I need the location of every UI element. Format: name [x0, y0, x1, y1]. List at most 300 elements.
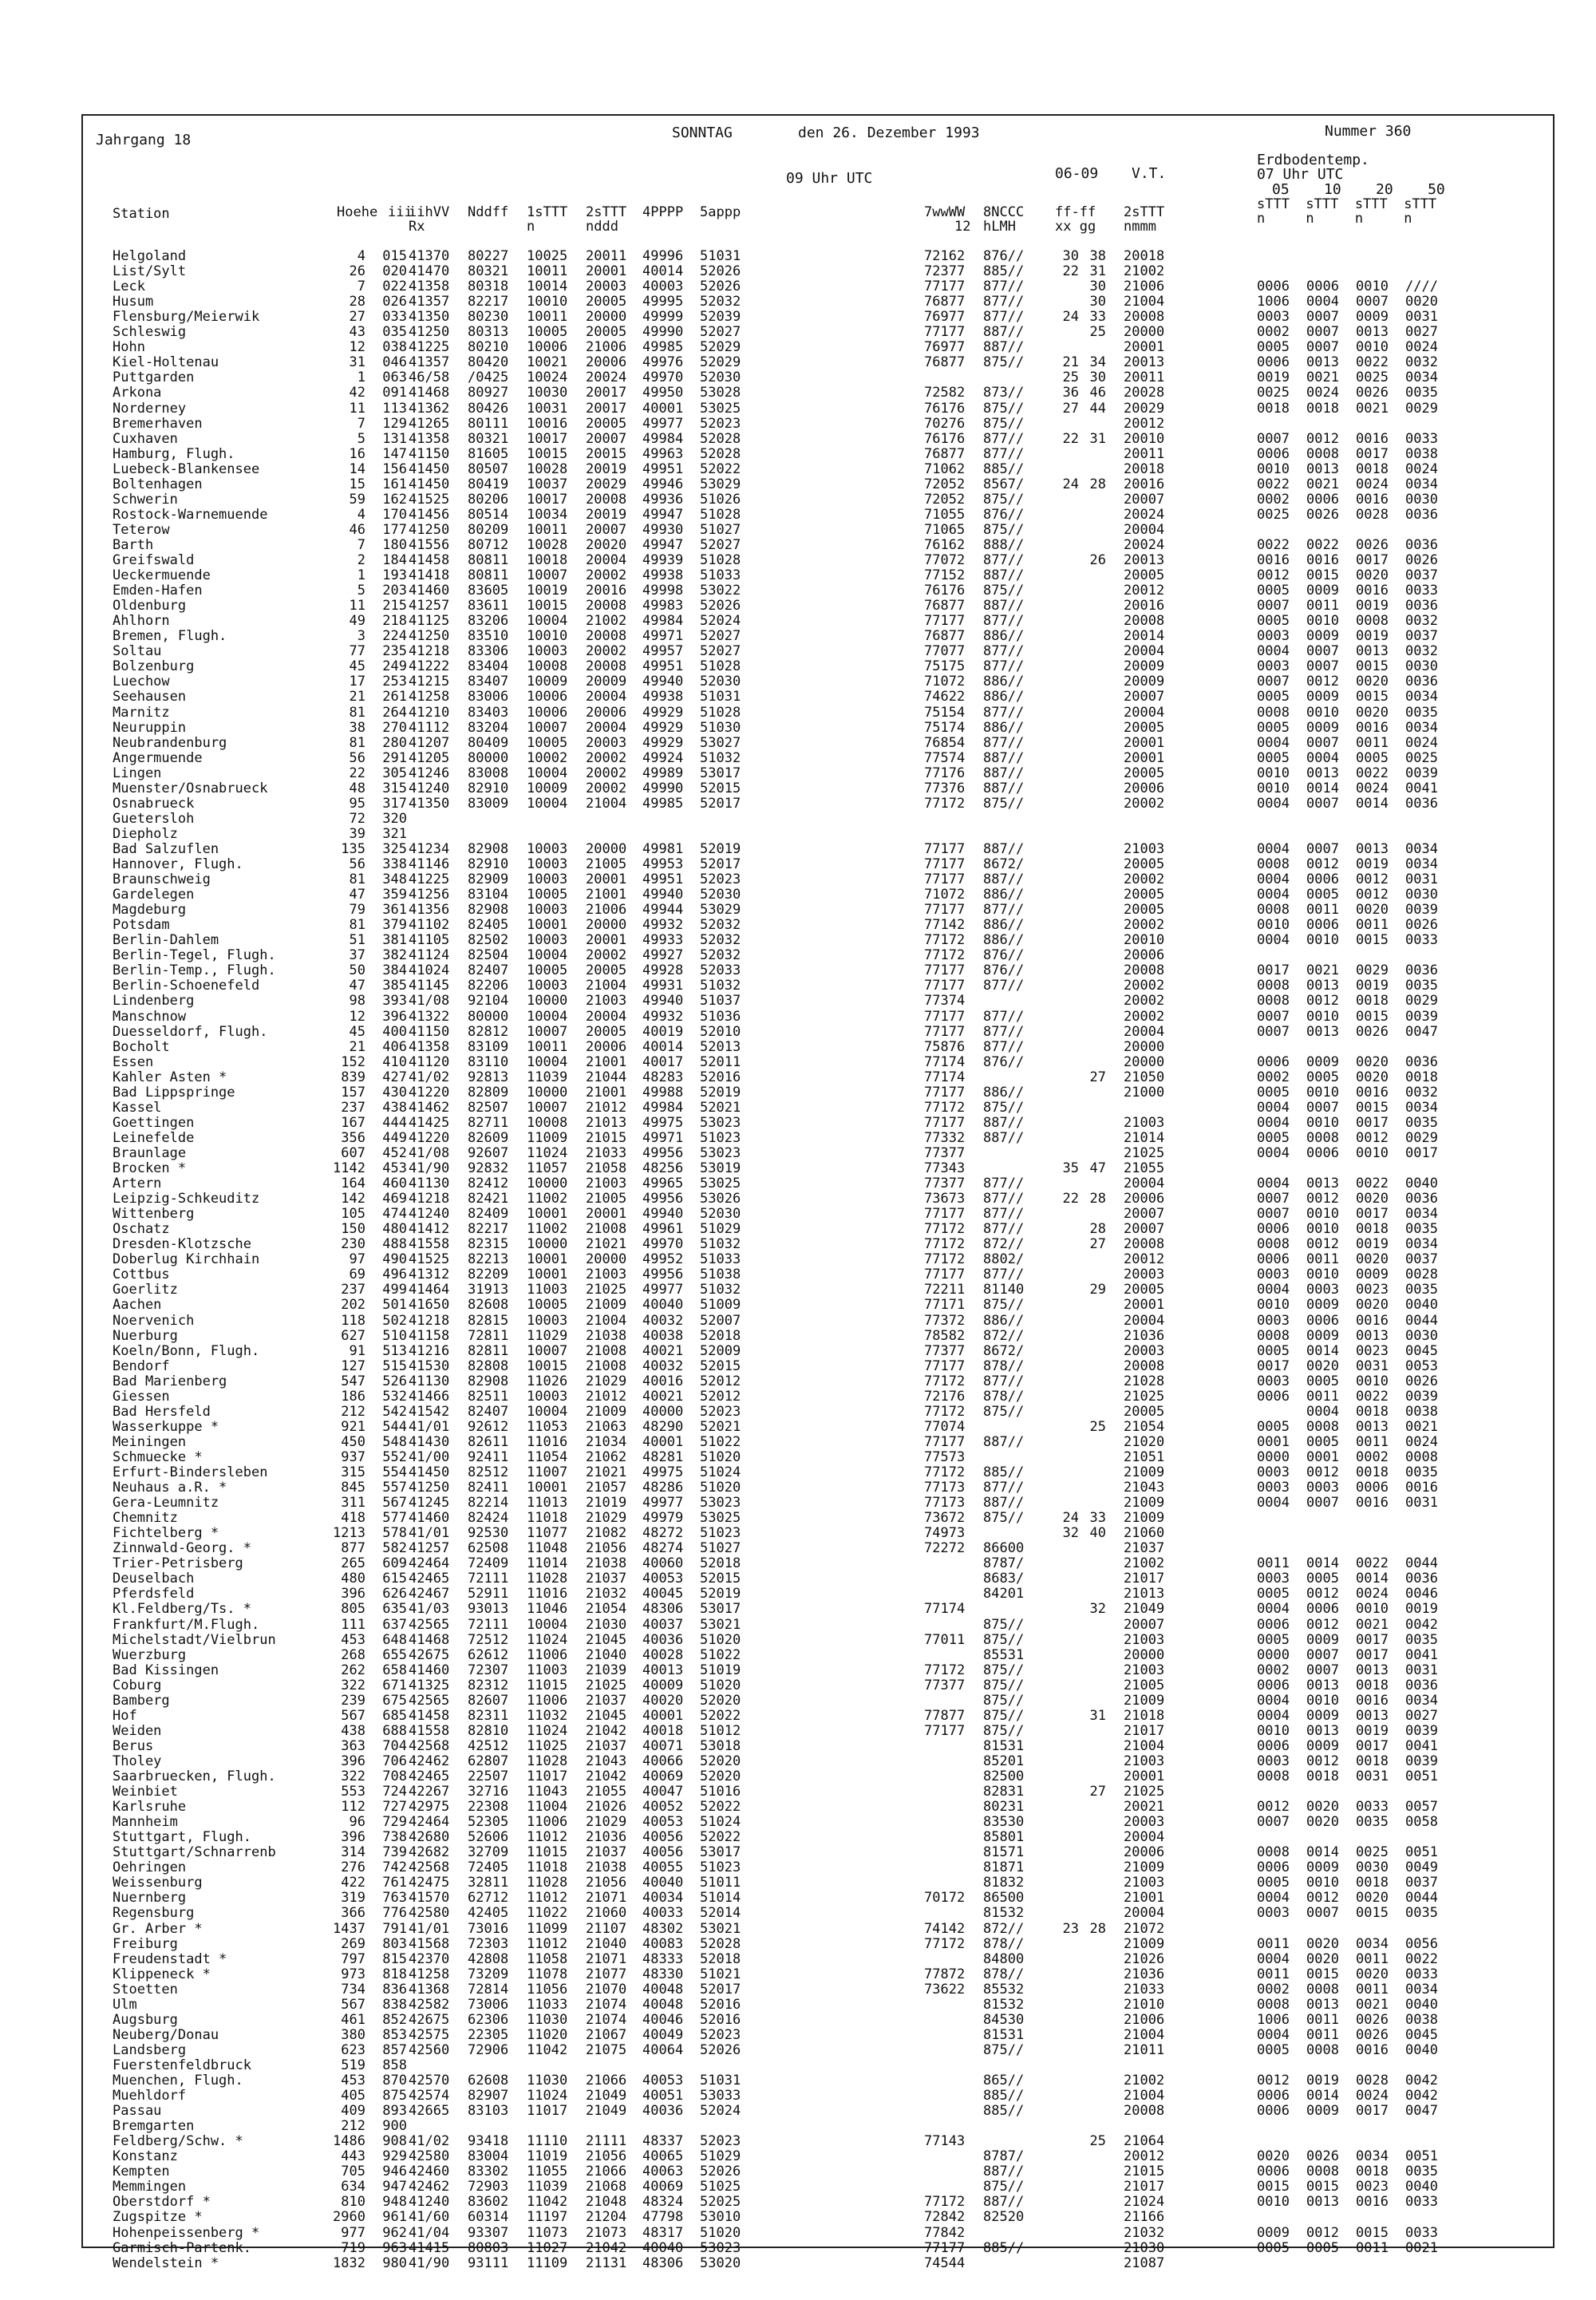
cell-soil-05: 0007	[1257, 674, 1290, 690]
cell-station-name: Neuberg/Donau	[113, 2026, 219, 2043]
cell-hoehe: 265	[341, 1555, 365, 1572]
cell-hoehe: 4	[357, 506, 365, 523]
cell-station-name: Teterow	[113, 521, 170, 538]
cell-soil-05: 0007	[1257, 1008, 1290, 1025]
cell-station-name: Norderney	[113, 400, 187, 417]
obs-time: 09 Uhr UTC	[786, 170, 873, 187]
cell-1sttt: 10001	[527, 1480, 568, 1496]
cell-hoehe: 5	[357, 430, 365, 447]
cell-nddff: 92530	[468, 1525, 509, 1542]
cell-station-name: Passau	[113, 2103, 162, 2120]
cell-soil-05: 0002	[1257, 491, 1290, 508]
cell-2sttt-vt: 20009	[1124, 658, 1165, 675]
cell-8nccc: 885//	[983, 263, 1025, 280]
cell-soil-05: 0004	[1257, 1282, 1290, 1298]
cell-2sttt-vt: 21049	[1124, 1601, 1165, 1618]
cell-4pppp: 49970	[642, 370, 684, 386]
cell-iihvv: 41216	[409, 1342, 450, 1359]
cell-hoehe: 977	[341, 2224, 365, 2241]
cell-soil-10: 0013	[1306, 1996, 1339, 2013]
cell-iii: 147	[382, 445, 407, 462]
cell-5appp: 51020	[700, 1677, 741, 1693]
cell-iii: 480	[382, 1221, 407, 1238]
cell-station-name: Gr. Arber *	[113, 1920, 203, 1937]
cell-iihvv: 41358	[409, 430, 450, 447]
cell-soil-20: 0012	[1356, 871, 1389, 888]
cell-nddff: 83006	[468, 689, 509, 705]
cell-soil-05: 0003	[1257, 309, 1290, 326]
cell-soil-50: 0051	[1405, 1844, 1438, 1861]
cell-soil-10: 0005	[1306, 1571, 1339, 1587]
cell-soil-20: 0011	[1356, 917, 1389, 934]
cell-2sttt-vt: 20009	[1124, 674, 1165, 690]
cell-8nccc: 877//	[983, 1206, 1025, 1223]
cell-soil-10: 0005	[1306, 2239, 1339, 2256]
cell-hoehe: 262	[341, 1662, 365, 1678]
cell-soil-10: 0006	[1306, 279, 1339, 295]
cell-iihvv: 41370	[409, 248, 450, 264]
cell-1sttt: 11015	[527, 1677, 568, 1693]
cell-nddff: 82217	[468, 294, 509, 310]
soil-depths: 05 10 20 50	[1272, 181, 1445, 198]
cell-2sttt: 20009	[586, 674, 627, 690]
cell-soil-50: 0041	[1405, 780, 1438, 796]
cell-iihvv: 41462	[409, 1099, 450, 1116]
cell-4pppp: 49956	[642, 1144, 684, 1161]
cell-1sttt: 11013	[527, 1495, 568, 1512]
cell-2sttt: 20017	[586, 400, 627, 417]
cell-soil-20: 0006	[1356, 1480, 1389, 1496]
cell-soil-05: 1006	[1257, 294, 1290, 310]
cell-2sttt: 20029	[586, 476, 627, 492]
cell-2sttt-vt: 21002	[1124, 263, 1165, 280]
cell-1sttt: 10017	[527, 491, 568, 508]
cell-soil-05: 0006	[1257, 445, 1290, 462]
cell-8nccc: 81140	[983, 1282, 1025, 1298]
cell-2sttt-vt: 21003	[1124, 1875, 1165, 1891]
cell-soil-05: 0003	[1257, 628, 1290, 645]
cell-8nccc: 887//	[983, 749, 1025, 766]
cell-1sttt: 11002	[527, 1221, 568, 1238]
cell-soil-05: 0005	[1257, 1129, 1290, 1146]
cell-nddff: 93111	[468, 2255, 509, 2271]
cell-iii: 113	[382, 400, 407, 417]
cell-station-name: Muenchen, Flugh.	[113, 2073, 243, 2089]
cell-4pppp: 40001	[642, 1707, 684, 1724]
cell-2sttt-vt: 21030	[1124, 2239, 1165, 2256]
cell-iii: 554	[382, 1464, 407, 1480]
cell-4pppp: 49951	[642, 871, 684, 888]
cell-hoehe: 81	[349, 734, 365, 751]
cell-station-name: Chemnitz	[113, 1510, 178, 1527]
cell-1sttt: 10004	[527, 1008, 568, 1025]
cell-soil-50: 0040	[1405, 2041, 1438, 2058]
cell-soil-10: 0020	[1306, 1814, 1339, 1831]
cell-soil-10: 0013	[1306, 765, 1339, 781]
cell-soil-10: 0019	[1306, 2073, 1339, 2089]
cell-iihvv: 41525	[409, 491, 450, 508]
cell-iihvv: 41/04	[409, 2224, 450, 2241]
cell-5appp: 52007	[700, 1312, 741, 1329]
cell-2sttt-vt: 21017	[1124, 1571, 1165, 1587]
cell-ff-gg: 28	[1089, 1191, 1106, 1207]
cell-5appp: 52017	[700, 856, 741, 872]
cell-nddff: 72303	[468, 1935, 509, 1952]
cell-iii: 490	[382, 1251, 407, 1268]
cell-iii: 184	[382, 552, 407, 568]
cell-4pppp: 40021	[642, 1342, 684, 1359]
cell-soil-50: 0036	[1405, 795, 1438, 812]
cell-2sttt: 21026	[586, 1799, 627, 1816]
cell-8nccc: 875//	[983, 354, 1025, 371]
cell-2sttt-vt: 20003	[1124, 1267, 1165, 1283]
cell-2sttt: 21034	[586, 1433, 627, 1450]
cell-soil-05: 0008	[1257, 704, 1290, 721]
cell-5appp: 52039	[700, 309, 741, 326]
cell-iihvv: 42580	[409, 1905, 450, 1922]
cell-2sttt: 21033	[586, 1144, 627, 1161]
cell-2sttt-vt: 21036	[1124, 1327, 1165, 1344]
cell-soil-10: 0005	[1306, 1069, 1339, 1085]
cell-2sttt: 21082	[586, 1525, 627, 1542]
cell-4pppp: 40020	[642, 1692, 684, 1709]
cell-nddff: 83104	[468, 887, 509, 903]
cell-soil-20: 0021	[1356, 1616, 1389, 1633]
cell-hoehe: 38	[349, 719, 365, 736]
cell-iii: 626	[382, 1586, 407, 1602]
cell-soil-10: 0024	[1306, 385, 1339, 401]
cell-2sttt: 21006	[586, 902, 627, 919]
cell-soil-05: 0005	[1257, 1084, 1290, 1101]
cell-iii: 704	[382, 1737, 407, 1754]
cell-ff-gg: 31	[1089, 430, 1106, 447]
cell-ff-xx: 30	[1062, 248, 1079, 264]
cell-4pppp: 40038	[642, 1327, 684, 1344]
cell-iihvv: 46/58	[409, 370, 450, 386]
cell-station-name: Helgoland	[113, 248, 187, 264]
cell-5appp: 52026	[700, 263, 741, 280]
cell-8nccc: 877//	[983, 613, 1025, 630]
cell-soil-20: 0024	[1356, 2088, 1389, 2104]
cell-4pppp: 48324	[642, 2194, 684, 2211]
cell-2sttt: 20015	[586, 445, 627, 462]
cell-soil-10: 0014	[1306, 1844, 1339, 1861]
cell-2sttt: 21044	[586, 1069, 627, 1085]
cell-nddff: 83510	[468, 628, 509, 645]
cell-nddff: 73209	[468, 1966, 509, 1982]
cell-station-name: Cuxhaven	[113, 430, 178, 447]
cell-8nccc: 887//	[983, 1433, 1025, 1450]
cell-hoehe: 22	[349, 765, 365, 781]
cell-station-name: Bad Lippspringe	[113, 1084, 235, 1101]
cell-nddff: 80209	[468, 521, 509, 538]
cell-2sttt-vt: 21002	[1124, 1555, 1165, 1572]
cell-soil-10: 0004	[1306, 294, 1339, 310]
cell-soil-50: 0036	[1405, 536, 1438, 553]
cell-hoehe: 77	[349, 643, 365, 660]
cell-4pppp: 49999	[642, 309, 684, 326]
cell-iihvv: 42475	[409, 1875, 450, 1891]
cell-station-name: Konstanz	[113, 2148, 178, 2165]
cell-soil-10: 0010	[1306, 1114, 1339, 1131]
cell-iii: 384	[382, 962, 407, 979]
cell-iii: 706	[382, 1753, 407, 1769]
cell-5appp: 52029	[700, 354, 741, 371]
cell-soil-20: 0010	[1356, 1601, 1389, 1618]
cell-1sttt: 11054	[527, 1448, 568, 1465]
cell-iii: 385	[382, 978, 407, 994]
cell-soil-20: 0022	[1356, 1388, 1389, 1405]
cell-8nccc: 887//	[983, 598, 1025, 615]
cell-iii: 742	[382, 1859, 407, 1876]
cell-hoehe: 1213	[333, 1525, 365, 1542]
cell-hoehe: 56	[349, 749, 365, 766]
cell-soil-50: 0035	[1405, 1905, 1438, 1922]
cell-2sttt-vt: 20004	[1124, 1312, 1165, 1329]
cell-hoehe: 21	[349, 689, 365, 705]
cell-iihvv: 41240	[409, 1206, 450, 1223]
cell-8nccc: 886//	[983, 628, 1025, 645]
cell-2sttt-vt: 20000	[1124, 324, 1165, 341]
cell-8nccc: 877//	[983, 658, 1025, 675]
cell-2sttt: 21001	[586, 1053, 627, 1070]
cell-soil-10: 0007	[1306, 734, 1339, 751]
cell-soil-50: 0035	[1405, 704, 1438, 721]
cell-8nccc: 877//	[983, 445, 1025, 462]
cell-soil-20: 0035	[1356, 1814, 1389, 1831]
cell-hoehe: 47	[349, 887, 365, 903]
cell-nddff: 82908	[468, 840, 509, 857]
cell-soil-20: 0024	[1356, 780, 1389, 796]
cell-iii: 655	[382, 1646, 407, 1663]
cell-hoehe: 2	[357, 552, 365, 568]
cell-soil-10: 0009	[1306, 1707, 1339, 1724]
cell-hoehe: 202	[341, 1297, 365, 1314]
cell-station-name: Noervenich	[113, 1312, 195, 1329]
cell-hoehe: 157	[341, 1084, 365, 1101]
cell-soil-05: 0008	[1257, 1236, 1290, 1253]
cell-soil-10: 0007	[1306, 1646, 1339, 1663]
cell-soil-05: 0004	[1257, 887, 1290, 903]
cell-1sttt: 10004	[527, 795, 568, 812]
cell-iii: 548	[382, 1433, 407, 1450]
cell-2sttt-vt: 20000	[1124, 1053, 1165, 1070]
cell-iii: 170	[382, 506, 407, 523]
cell-ff-xx: 21	[1062, 354, 1079, 371]
cell-station-name: Regensburg	[113, 1905, 195, 1922]
cell-2sttt-vt: 21006	[1124, 2011, 1165, 2028]
cell-7wwww: 75876	[924, 1038, 966, 1055]
cell-2sttt-vt: 21087	[1124, 2255, 1165, 2271]
cell-iihvv: 41125	[409, 613, 450, 630]
cell-4pppp: 49929	[642, 719, 684, 736]
cell-soil-10: 0008	[1306, 1981, 1339, 1998]
cell-soil-05: 0006	[1257, 1859, 1290, 1876]
cell-iihvv: 41/60	[409, 2209, 450, 2226]
cell-5appp: 51019	[700, 1662, 741, 1678]
cell-1sttt: 11016	[527, 1433, 568, 1450]
cell-soil-05: 0010	[1257, 1722, 1290, 1739]
cell-nddff: 80409	[468, 734, 509, 751]
cell-2sttt-vt: 20002	[1124, 871, 1165, 888]
cell-soil-10: 0013	[1306, 978, 1339, 994]
cell-iihvv: 41240	[409, 780, 450, 796]
cell-iihvv: 41350	[409, 795, 450, 812]
cell-iihvv: 41558	[409, 1236, 450, 1253]
cell-soil-20: 0002	[1356, 1448, 1389, 1465]
col-ffff-sub: xx gg	[1055, 219, 1096, 235]
cell-5appp: 52029	[700, 339, 741, 356]
cell-1sttt: 10011	[527, 1038, 568, 1055]
cell-hoehe: 96	[349, 1814, 365, 1831]
cell-1sttt: 10017	[527, 430, 568, 447]
cell-iihvv: 42465	[409, 1768, 450, 1784]
cell-soil-10: 0009	[1306, 1297, 1339, 1314]
cell-4pppp: 40001	[642, 1433, 684, 1450]
cell-4pppp: 40014	[642, 263, 684, 280]
cell-4pppp: 40032	[642, 1312, 684, 1329]
cell-nddff: 82511	[468, 1388, 509, 1405]
cell-nddff: 83109	[468, 1038, 509, 1055]
cell-soil-10: 0010	[1306, 613, 1339, 630]
cell-nddff: 80419	[468, 476, 509, 492]
cell-iii: 046	[382, 354, 407, 371]
cell-soil-50: 0035	[1405, 1631, 1438, 1648]
cell-8nccc: 8787/	[983, 2148, 1025, 2165]
cell-soil-20: 0018	[1356, 1221, 1389, 1238]
cell-2sttt: 20004	[586, 689, 627, 705]
cell-ff-gg: 26	[1089, 552, 1106, 568]
cell-hoehe: 1	[357, 567, 365, 584]
cell-5appp: 51020	[700, 1480, 741, 1496]
cell-iihvv: 41357	[409, 354, 450, 371]
cell-soil-10: 0011	[1306, 1251, 1339, 1268]
cell-soil-20: 0011	[1356, 1950, 1389, 1967]
cell-nddff: 80206	[468, 491, 509, 508]
cell-iihvv: 41145	[409, 978, 450, 994]
cell-4pppp: 49956	[642, 1191, 684, 1207]
cell-soil-10: 0011	[1306, 1388, 1339, 1405]
cell-7wwww: 77011	[924, 1631, 966, 1648]
cell-2sttt: 20024	[586, 370, 627, 386]
cell-iii: 510	[382, 1327, 407, 1344]
cell-2sttt-vt: 20028	[1124, 385, 1165, 401]
cell-iii: 015	[382, 248, 407, 264]
cell-soil-10: 0016	[1306, 552, 1339, 568]
cell-2sttt: 21015	[586, 1129, 627, 1146]
cell-5appp: 52015	[700, 1571, 741, 1587]
cell-7wwww: 77174	[924, 1069, 966, 1085]
cell-iii: 893	[382, 2103, 407, 2120]
cell-soil-50: 0040	[1405, 1297, 1438, 1314]
cell-soil-20: 0020	[1356, 902, 1389, 919]
cell-soil-50: 0036	[1405, 1191, 1438, 1207]
cell-1sttt: 11012	[527, 1829, 568, 1846]
cell-soil-50: 0047	[1405, 1023, 1438, 1040]
cell-5appp: 51014	[700, 1890, 741, 1907]
cell-station-name: Karlsruhe	[113, 1799, 187, 1816]
cell-station-name: Kempten	[113, 2164, 170, 2180]
cell-soil-20: 0023	[1356, 2179, 1389, 2195]
cell-1sttt: 10004	[527, 1403, 568, 1420]
cell-2sttt: 20007	[586, 430, 627, 447]
cell-2sttt: 20002	[586, 567, 627, 584]
cell-2sttt-vt: 21004	[1124, 2026, 1165, 2043]
cell-8nccc: 84530	[983, 2011, 1025, 2028]
cell-station-name: Doberlug Kirchhain	[113, 1251, 260, 1268]
cell-2sttt-vt: 20012	[1124, 1251, 1165, 1268]
cell-soil-50: 0031	[1405, 1495, 1438, 1512]
cell-soil-10: 0013	[1306, 460, 1339, 477]
cell-iii: 763	[382, 1890, 407, 1907]
cell-2sttt: 21013	[586, 1114, 627, 1131]
cell-iii: 544	[382, 1418, 407, 1435]
cell-hoehe: 634	[341, 2179, 365, 2195]
cell-4pppp: 40018	[642, 1722, 684, 1739]
cell-hoehe: 567	[341, 1707, 365, 1724]
cell-8nccc: 878//	[983, 1388, 1025, 1405]
cell-iihvv: 41525	[409, 1251, 450, 1268]
cell-2sttt: 20016	[586, 583, 627, 599]
cell-8nccc: 877//	[983, 1267, 1025, 1283]
cell-8nccc: 875//	[983, 1662, 1025, 1678]
cell-iii: 026	[382, 294, 407, 310]
cell-2sttt-vt: 21002	[1124, 2073, 1165, 2089]
cell-1sttt: 10010	[527, 294, 568, 310]
cell-5appp: 52027	[700, 536, 741, 553]
cell-soil-10: 0011	[1306, 2026, 1339, 2043]
cell-station-name: Hohn	[113, 339, 145, 356]
cell-2sttt: 21006	[586, 339, 627, 356]
cell-iii: 320	[382, 810, 407, 827]
cell-1sttt: 11030	[527, 2011, 568, 2028]
cell-2sttt-vt: 20000	[1124, 1038, 1165, 1055]
cell-8nccc: 8787/	[983, 1555, 1025, 1572]
cell-soil-05: 0005	[1257, 749, 1290, 766]
cell-iihvv: 41450	[409, 476, 450, 492]
cell-soil-05: 0011	[1257, 1966, 1290, 1982]
cell-soil-05: 0005	[1257, 583, 1290, 599]
cell-iihvv: 41024	[409, 962, 450, 979]
cell-hoehe: 607	[341, 1144, 365, 1161]
cell-nddff: 72405	[468, 1859, 509, 1876]
cell-5appp: 52032	[700, 932, 741, 949]
cell-1sttt: 10018	[527, 552, 568, 568]
cell-iihvv: 41256	[409, 887, 450, 903]
cell-ff-xx: 27	[1062, 400, 1079, 417]
cell-4pppp: 49956	[642, 1267, 684, 1283]
cell-1sttt: 11029	[527, 1327, 568, 1344]
cell-hoehe: 322	[341, 1677, 365, 1693]
cell-soil-05: 0004	[1257, 1950, 1290, 1967]
cell-4pppp: 40052	[642, 1799, 684, 1816]
cell-2sttt-vt: 21036	[1124, 1966, 1165, 1982]
cell-8nccc: 878//	[983, 1357, 1025, 1374]
cell-soil-50: 0039	[1405, 1008, 1438, 1025]
cell-2sttt: 21131	[586, 2255, 627, 2271]
cell-hoehe: 49	[349, 613, 365, 630]
cell-8nccc: 875//	[983, 2179, 1025, 2195]
cell-2sttt: 21049	[586, 2088, 627, 2104]
cell-nddff: 80000	[468, 749, 509, 766]
cell-1sttt: 11026	[527, 1373, 568, 1389]
cell-4pppp: 40053	[642, 1814, 684, 1831]
cell-4pppp: 40083	[642, 1935, 684, 1952]
cell-2sttt: 21008	[586, 1342, 627, 1359]
cell-station-name: Augsburg	[113, 2011, 178, 2028]
cell-iihvv: 41/90	[409, 2255, 450, 2271]
cell-2sttt: 21068	[586, 2179, 627, 2195]
